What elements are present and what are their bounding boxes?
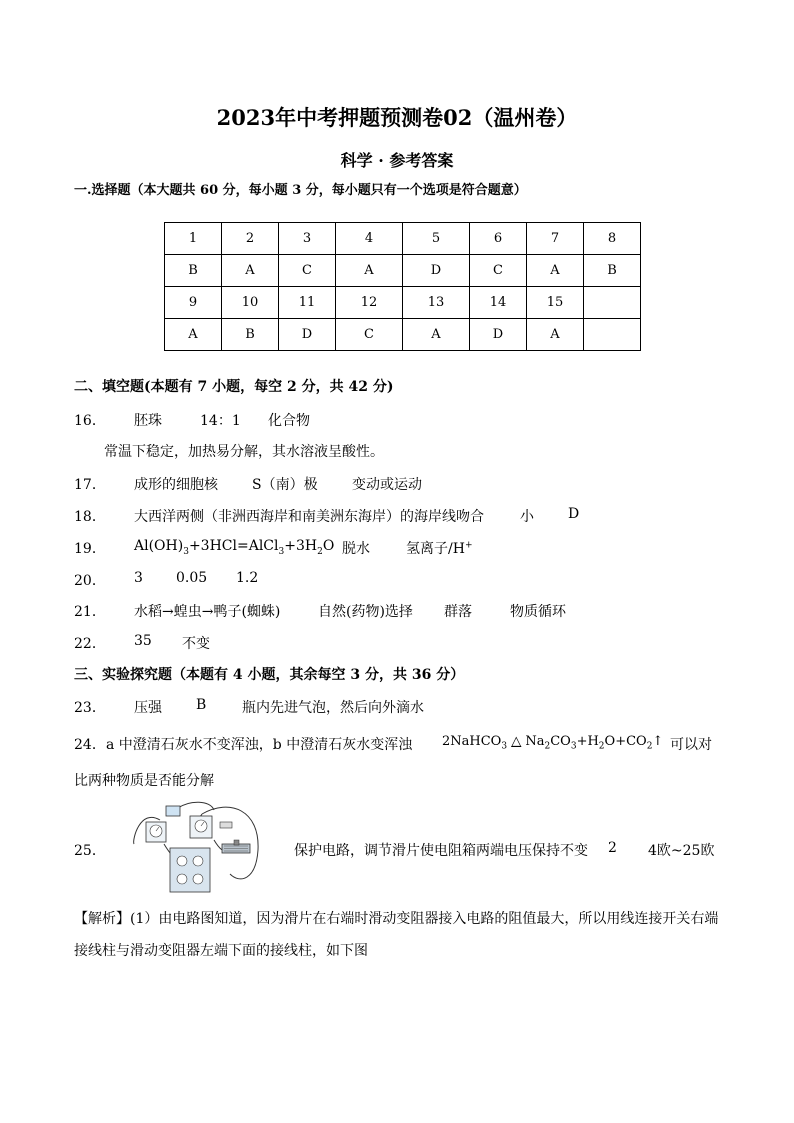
answer-text: 比两种物质是否能分解 xyxy=(74,773,214,789)
table-cell: A xyxy=(527,319,584,351)
table-cell: A xyxy=(222,255,279,287)
question-number: 17． xyxy=(74,477,106,493)
question-number: 16． xyxy=(74,413,106,429)
table-cell: A xyxy=(403,319,470,351)
answer-text: 不变 xyxy=(182,636,210,652)
question-number: 21． xyxy=(74,604,106,620)
table-cell: B xyxy=(222,319,279,351)
answer-text: 小 xyxy=(520,509,534,525)
table-cell: C xyxy=(279,255,336,287)
answer-table xyxy=(164,222,641,351)
equation: 2NaHCO$_3$ △ $Na_2CO_3+H_2O+CO_2↑$ xyxy=(442,734,664,752)
section2-heading: 二、填空题(本题有 7 小题，每空 2 分，共 42 分) xyxy=(74,379,394,395)
table-cell: 11 xyxy=(279,287,336,319)
answer-text: 水稻→蝗虫→鸭子(蜘蛛) xyxy=(134,604,281,620)
answer-text: 变动或运动 xyxy=(352,477,422,493)
table-cell: 13 xyxy=(403,287,470,319)
table-cell: D xyxy=(470,319,527,351)
table-cell: 10 xyxy=(222,287,279,319)
circuit-diagram xyxy=(130,800,262,894)
table-cell: 3 xyxy=(279,223,336,255)
table-cell: 1 xyxy=(165,223,222,255)
question-number: 19． xyxy=(74,541,106,557)
answer-text: 胚珠 xyxy=(134,413,162,429)
answer-text: 脱水 xyxy=(342,541,370,557)
answer-text: 瓶内先进气泡，然后向外滴水 xyxy=(242,700,424,716)
answer-text: 群落 xyxy=(444,604,472,620)
answer-text: 成形的细胞核 xyxy=(134,477,218,493)
table-cell: D xyxy=(279,319,336,351)
question-number: 24． xyxy=(74,737,106,753)
answer-text: 保护电路，调节滑片使电阻箱两端电压保持不变 xyxy=(294,843,588,859)
table-cell: D xyxy=(403,255,470,287)
table-cell: 5 xyxy=(403,223,470,255)
answer-with-sup: 氢离子/H+ xyxy=(406,540,473,557)
table-cell: A xyxy=(165,319,222,351)
page-subtitle: 科学 · 参考答案 xyxy=(340,151,454,170)
question-number: 23． xyxy=(74,700,106,716)
answer-text: a 中澄清石灰水不变浑浊，b 中澄清石灰水变浑浊 xyxy=(106,737,413,753)
answer-text: 1.2 xyxy=(236,570,259,586)
table-row xyxy=(165,255,641,287)
question-number: 25． xyxy=(74,843,106,859)
table-cell: 4 xyxy=(336,223,403,255)
answer-text: 常温下稳定，加热易分解，其水溶液呈酸性。 xyxy=(104,444,384,460)
section1-heading: 一.选择题（本大题共 60 分，每小题 3 分，每小题只有一个选项是符合题意） xyxy=(74,183,527,198)
table-row xyxy=(165,223,641,255)
answer-text: 2 xyxy=(608,840,617,856)
table-cell: B xyxy=(165,255,222,287)
analysis-text: 接线柱与滑动变阻器左端下面的接线柱，如下图 xyxy=(74,943,368,959)
table-cell: A xyxy=(336,255,403,287)
answer-text: 3 xyxy=(134,570,143,586)
answer-text: 压强 xyxy=(134,700,162,716)
answer-text: 化合物 xyxy=(268,413,310,429)
answer-text: 大西洋两侧（非洲西海岸和南美洲东海岸）的海岸线吻合 xyxy=(134,509,484,525)
answer-text: 0.05 xyxy=(176,570,208,586)
table-cell: 2 xyxy=(222,223,279,255)
table-cell: C xyxy=(336,319,403,351)
table-cell: 14 xyxy=(470,287,527,319)
answer-text: S（南）极 xyxy=(252,477,318,493)
table-cell: 6 xyxy=(470,223,527,255)
answer-text: 氢离子/H xyxy=(406,541,465,557)
table-cell: C xyxy=(470,255,527,287)
battery-icon xyxy=(166,806,180,816)
answer-text: B xyxy=(196,697,207,713)
page-title: 2023年中考押题预测卷02（温州卷） xyxy=(216,105,578,130)
table-cell: B xyxy=(584,255,641,287)
answer-text: 35 xyxy=(134,633,152,649)
analysis-text: 【解析】(1）由电路图知道，因为滑片在右端时滑动变阻器接入电路的阻值最大，所以用线连接开关右端 xyxy=(74,911,719,927)
table-cell xyxy=(584,319,641,351)
question-number: 18． xyxy=(74,509,106,525)
answer-text: 4欧~25欧 xyxy=(648,843,715,859)
question-number: 22． xyxy=(74,636,106,652)
table-cell xyxy=(584,287,641,319)
table-cell: 12 xyxy=(336,287,403,319)
question-number: 20． xyxy=(74,573,106,589)
table-cell: 9 xyxy=(165,287,222,319)
answer-text: 自然(药物)选择 xyxy=(318,604,413,620)
resistance-box-icon xyxy=(170,848,210,892)
section3-heading: 三、实验探究题（本题有 4 小题，其余每空 3 分，共 36 分） xyxy=(74,667,465,683)
answer-text: D xyxy=(568,506,580,522)
answer-text: 可以对 xyxy=(670,737,712,753)
equation: $Al(OH)_3+3HCl=AlCl_3+3H_2O$ xyxy=(134,538,335,557)
table-cell: 15 xyxy=(527,287,584,319)
table-row xyxy=(165,319,641,351)
answer-text: 物质循环 xyxy=(510,604,566,620)
switch-icon xyxy=(220,822,232,828)
table-cell: 8 xyxy=(584,223,641,255)
table-cell: 7 xyxy=(527,223,584,255)
table-cell: A xyxy=(527,255,584,287)
answer-text: 14：1 xyxy=(200,413,241,429)
table-row xyxy=(165,287,641,319)
